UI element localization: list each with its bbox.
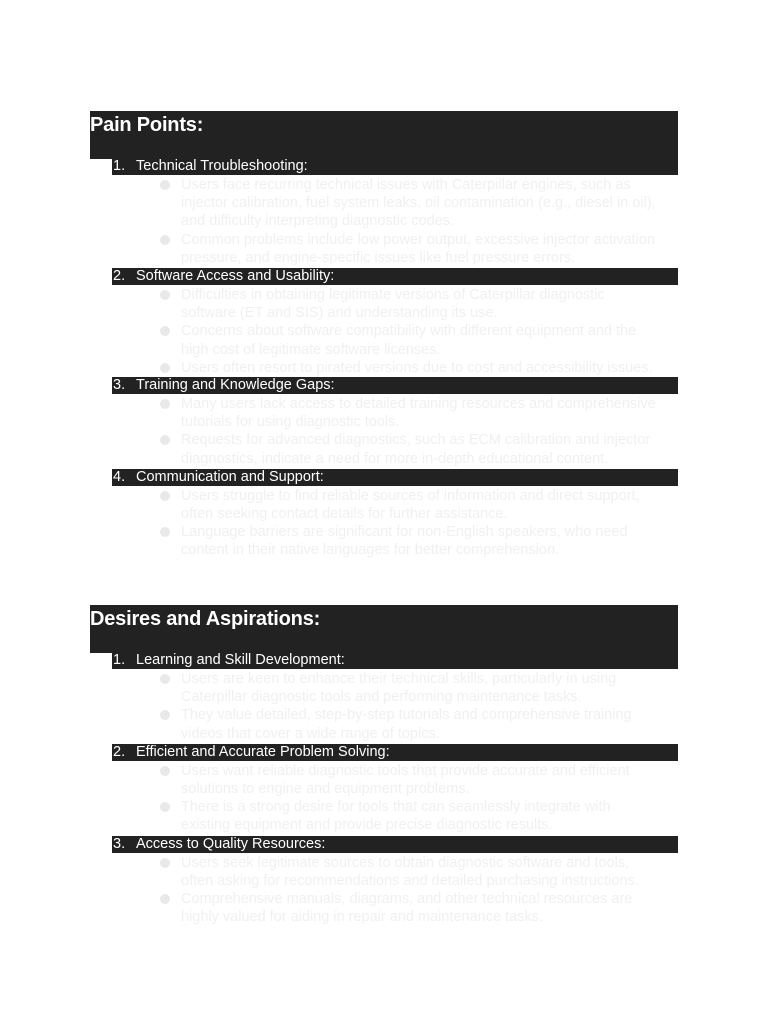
numbered-heading: [112, 469, 678, 486]
bullet-dot-icon: [160, 710, 170, 720]
section-header: [90, 111, 678, 159]
bullet-line: diagnostics, indicate a need for more in-depth educational content.: [181, 450, 609, 467]
item-label: Communication and Support:: [136, 468, 324, 485]
list-item: [90, 890, 678, 926]
bullet-line: pressure, and engine-specific issues like fuel pressure errors.: [181, 249, 576, 266]
list-item: [90, 359, 678, 377]
bullet-dot-icon: [160, 235, 170, 245]
list-item: [90, 798, 678, 834]
bullet-dot-icon: [160, 858, 170, 868]
bullet-line: Concerns about software compatibility with different equipment and the: [181, 323, 637, 340]
item-label: Efficient and Accurate Problem Solving:: [136, 743, 390, 760]
bullet-line: They value detailed, step-by-step tutorials and comprehensive training: [181, 707, 632, 724]
desires-section: [90, 605, 678, 926]
list-item: [90, 487, 678, 523]
bullet-dot-icon: [160, 527, 170, 537]
bullet-list: [90, 487, 678, 560]
numbered-heading: [112, 268, 678, 285]
bullet-line: high cost of legitimate software licenses.: [181, 341, 441, 358]
list-item: [90, 523, 678, 559]
bullet-dot-icon: [160, 180, 170, 190]
bullet-line: injector calibration, fuel system leaks, oil contamination (e.g., diesel in oil),: [181, 195, 656, 212]
bullet-line: Common problems include low power output, excessive injector activation: [181, 231, 655, 248]
list-item: [90, 395, 678, 431]
bullet-line: Many users lack access to detailed training resources and comprehensive: [181, 396, 656, 413]
item-label: Software Access and Usability:: [136, 268, 335, 285]
item-number: 4.: [113, 468, 126, 485]
bullet-dot-icon: [160, 491, 170, 501]
pain-points-section: [90, 111, 678, 560]
item-label: Training and Knowledge Gaps:: [136, 377, 335, 394]
bullet-dot-icon: [160, 674, 170, 684]
section-title: Pain Points:: [90, 114, 204, 136]
bullet-dot-icon: [160, 326, 170, 336]
bullet-line: Requests for advanced diagnostics, such as ECM calibration and injector: [181, 432, 651, 449]
item-number: 1.: [113, 652, 126, 668]
bullet-line: Users often resort to pirated versions due to cost and accessibility issues.: [181, 359, 653, 376]
bullet-dot-icon: [160, 399, 170, 409]
bullet-line: often asking for recommendations and detailed purchasing instructions.: [181, 872, 639, 889]
bullet-list: [90, 762, 678, 835]
bullet-line: Users face recurring technical issues with Caterpillar engines, such as: [181, 177, 631, 193]
bullet-dot-icon: [160, 894, 170, 904]
item-label: Technical Troubleshooting:: [136, 158, 308, 174]
bullet-line: Users are keen to enhance their technical skills, particularly in using: [181, 671, 617, 687]
numbered-heading: [112, 377, 678, 394]
item-number: 2.: [113, 268, 126, 285]
bullet-list: [90, 286, 678, 377]
item-label: Learning and Skill Development:: [136, 652, 345, 668]
list-item: [90, 706, 678, 742]
bullet-line: Comprehensive manuals, diagrams, and other technical resources are: [181, 891, 633, 908]
bullet-line: and difficulty interpreting diagnostic codes.: [181, 213, 454, 230]
bullet-list: [90, 395, 678, 468]
list-item: [90, 670, 678, 706]
bullet-list: [90, 176, 678, 267]
section-title: Desires and Aspirations:: [90, 608, 321, 630]
list-item: [90, 854, 678, 890]
section-header: [90, 605, 678, 653]
item-number: 1.: [113, 158, 126, 174]
bullet-line: content in their native languages for better comprehension.: [181, 542, 560, 559]
bullet-dot-icon: [160, 435, 170, 445]
numbered-heading: [112, 158, 678, 175]
bullet-dot-icon: [160, 802, 170, 812]
bullet-line: videos that cover a wide range of topics.: [181, 725, 440, 742]
bullet-line: Users seek legitimate sources to obtain diagnostic software and tools,: [181, 854, 630, 871]
bullet-dot-icon: [160, 363, 170, 373]
numbered-heading: [112, 652, 678, 669]
item-number: 3.: [113, 835, 126, 852]
list-item: [90, 762, 678, 798]
list-item: [90, 431, 678, 467]
list-item: [90, 322, 678, 358]
bullet-line: Difficulties in obtaining legitimate versions of Caterpillar diagnostic: [181, 287, 605, 304]
bullet-line: Users want reliable diagnostic tools that provide accurate and efficient: [181, 762, 630, 779]
bullet-line: often seeking contact details for further assistance.: [181, 506, 508, 523]
list-item: [90, 286, 678, 322]
bullet-line: Caterpillar diagnostic tools and performing maintenance tasks.: [181, 689, 582, 706]
numbered-heading: [112, 836, 678, 853]
list-item: [90, 231, 678, 267]
bullet-dot-icon: [160, 766, 170, 776]
numbered-heading: [112, 744, 678, 761]
item-number: 3.: [113, 377, 126, 394]
bullet-line: Users struggle to find reliable sources of information and direct support,: [181, 487, 640, 504]
bullet-line: tutorials for using diagnostic tools.: [181, 414, 400, 431]
bullet-line: There is a strong desire for tools that can seamlessly integrate with: [181, 799, 611, 816]
bullet-list: [90, 854, 678, 927]
bullet-line: software (ET and SIS) and understanding its use.: [181, 305, 498, 322]
bullet-dot-icon: [160, 290, 170, 300]
list-item: [90, 176, 678, 231]
item-label: Access to Quality Resources:: [136, 835, 326, 852]
bullet-line: solutions to engine and equipment problems.: [181, 781, 470, 798]
bullet-line: highly valued for aiding in repair and maintenance tasks.: [181, 909, 543, 926]
bullet-line: existing equipment and provide precise diagnostic results.: [181, 817, 553, 834]
bullet-line: Language barriers are significant for non-English speakers, who need: [181, 524, 628, 541]
bullet-list: [90, 670, 678, 743]
item-number: 2.: [113, 743, 126, 760]
